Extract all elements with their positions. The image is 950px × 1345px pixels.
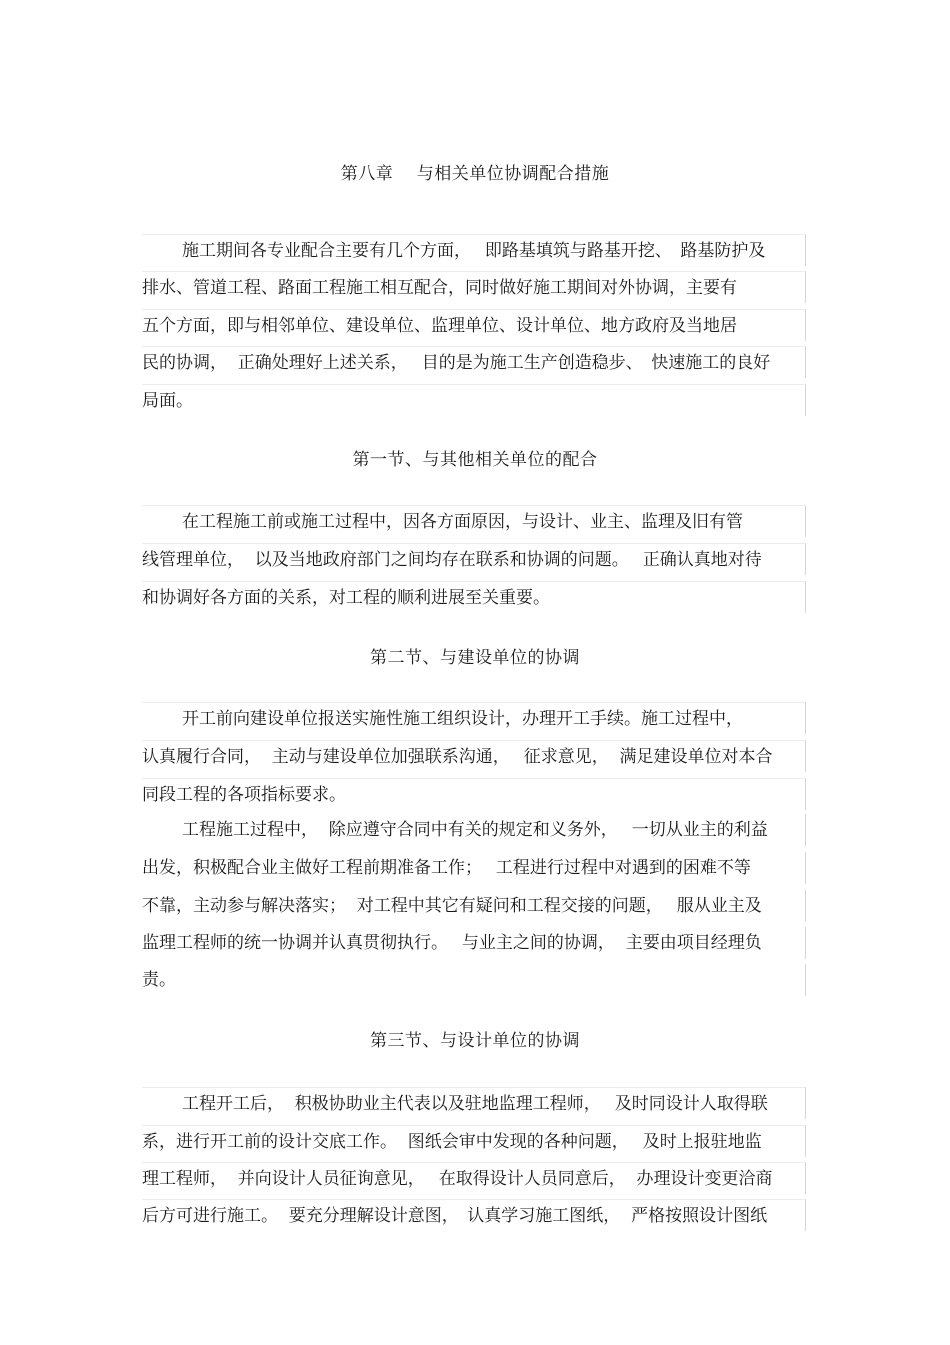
paragraph-line: 责。: [142, 964, 806, 996]
section-heading: 第三节、与设计单位的协调: [370, 1031, 580, 1051]
paragraph-line: 理工程师， 并向设计人员征询意见， 在取得设计人员同意后， 办理设计变更洽商: [142, 1162, 806, 1194]
paragraph-line: 工程施工过程中， 除应遵守合同中有关的规定和义务外， 一切从业主的利益: [142, 814, 806, 846]
paragraph-line: 同段工程的各项指标要求。: [142, 778, 806, 810]
paragraph-line: 民的协调， 正确处理好上述关系， 目的是为施工生产创造稳步、 快速施工的良好: [142, 346, 806, 378]
paragraph-line: 不靠，主动参与解决落实； 对工程中其它有疑问和工程交接的问题， 服从业主及: [142, 890, 806, 922]
paragraph-line: 排水、管道工程、路面工程施工相互配合，同时做好施工期间对外协调，主要有: [142, 271, 806, 303]
paragraph-line: 后方可进行施工。 要充分理解设计意图， 认真学习施工图纸， 严格按照设计图纸: [142, 1199, 806, 1231]
paragraph-line: 系，进行开工前的设计交底工作。 图纸会审中发现的各种问题， 及时上报驻地监: [142, 1125, 806, 1157]
paragraph-line: 线管理单位， 以及当地政府部门之间均存在联系和协调的问题。 正确认真地对待: [142, 543, 806, 575]
section-heading: 第一节、与其他相关单位的配合: [352, 450, 598, 470]
chapter-title: 第八章 与相关单位协调配合措施: [340, 164, 610, 184]
paragraph-line: 施工期间各专业配合主要有几个方面， 即路基填筑与路基开挖、 路基防护及: [142, 234, 806, 266]
paragraph-line: 工程开工后， 积极协助业主代表以及驻地监理工程师， 及时同设计人取得联: [142, 1087, 806, 1119]
paragraph-line: 局面。: [142, 384, 806, 416]
section-heading: 第二节、与建设单位的协调: [370, 648, 580, 668]
paragraph-line: 认真履行合同， 主动与建设单位加强联系沟通， 征求意见， 满足建设单位对本合: [142, 740, 806, 772]
paragraph-line: 在工程施工前或施工过程中，因各方面原因，与设计、业主、监理及旧有管: [142, 505, 806, 537]
paragraph-line: 和协调好各方面的关系，对工程的顺利进展至关重要。: [142, 581, 806, 613]
paragraph-line: 开工前向建设单位报送实施性施工组织设计，办理开工手续。施工过程中，: [142, 702, 806, 734]
paragraph-line: 监理工程师的统一协调并认真贯彻执行。 与业主之间的协调， 主要由项目经理负: [142, 927, 806, 959]
paragraph-line: 五个方面，即与相邻单位、建设单位、监理单位、设计单位、地方政府及当地居: [142, 309, 806, 341]
paragraph-line: 出发，积极配合业主做好工程前期准备工作； 工程进行过程中对遇到的困难不等: [142, 852, 806, 884]
